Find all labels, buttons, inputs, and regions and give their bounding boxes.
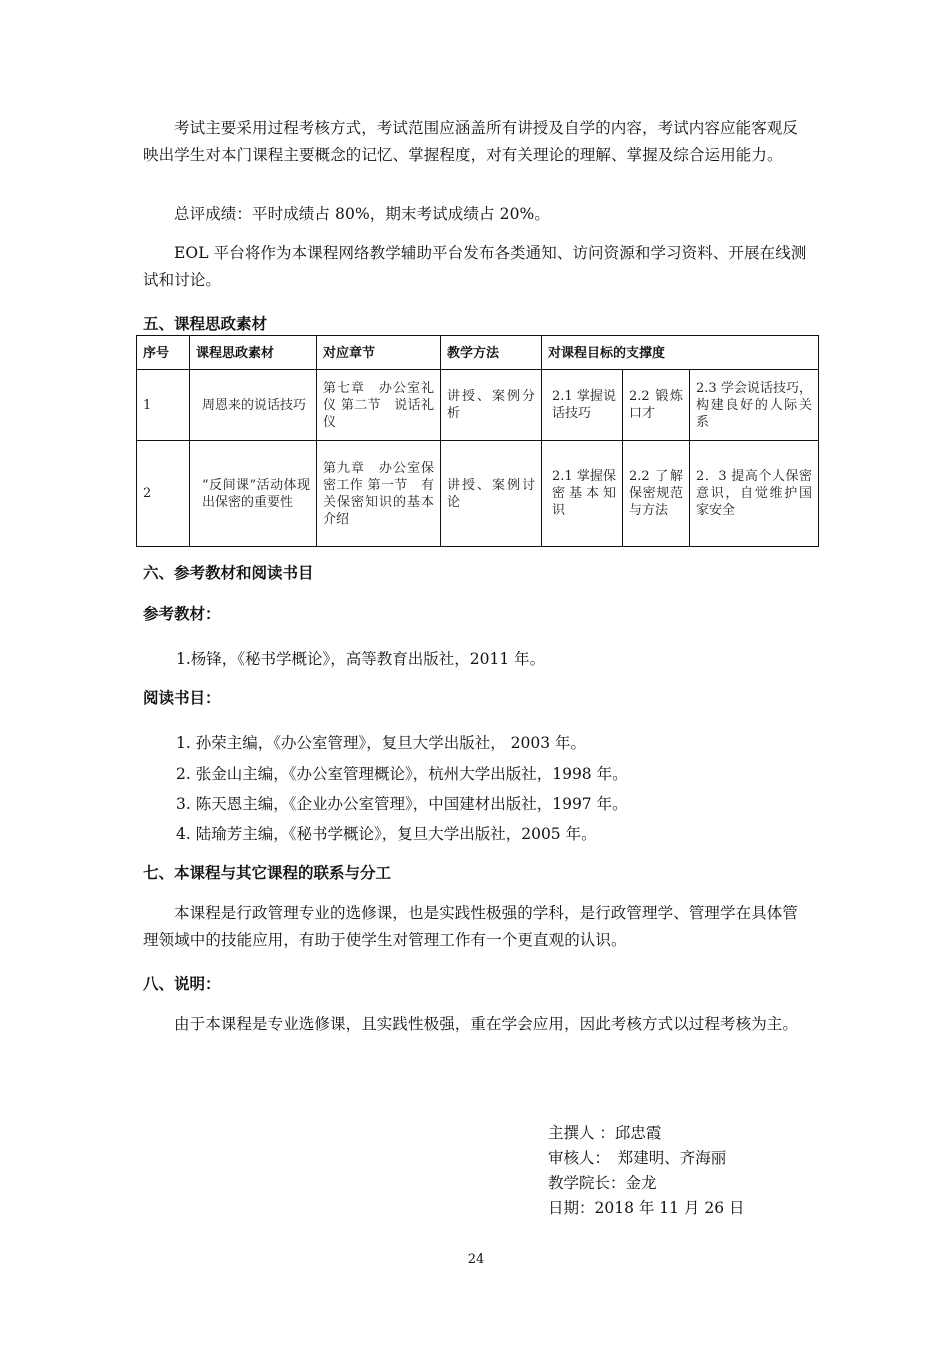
table-row — [137, 441, 819, 547]
section7-title: 七、本课程与其它课程的联系与分工 — [143, 864, 392, 882]
header-goal-support: 对课程目标的支撑度 — [542, 336, 819, 370]
grade-paragraph: 总评成绩：平时成绩占 80%，期末考试成绩占 20%。 — [174, 205, 550, 223]
signature-dean: 教学院长：金龙 — [548, 1174, 657, 1192]
signature-reviewer: 审核人： 郑建明、齐海丽 — [548, 1149, 727, 1167]
row-goal-3: 2．3 提高个人保密意识，自觉维护国家安全 — [696, 469, 813, 518]
section8-title: 八、说明： — [143, 975, 221, 993]
row-chapter: 第九章 办公室保密工作 第一节 有关保密知识的基本介绍 — [323, 460, 434, 527]
row-material: 周恩来的说话技巧 — [202, 397, 307, 413]
reading-entry-2: 2. 张金山主编，《办公室管理概论》，杭州大学出版社，1998 年。 — [176, 765, 628, 783]
row-no: 2 — [137, 441, 190, 547]
row-goal-2: 2.2 了解保密规范与方法 — [629, 469, 683, 518]
reading-entry-3: 3. 陈天恩主编，《企业办公室管理》，中国建材出版社，1997 年。 — [176, 795, 628, 813]
row-goal-1: 2.1 掌握保密基本知识 — [552, 469, 616, 518]
reading-label: 阅读书目： — [143, 689, 221, 707]
row-goal-1: 2.1 掌握说话技巧 — [552, 389, 616, 421]
row-material: “反间课”活动体现出保密的重要性 — [202, 477, 310, 510]
header-no: 序号 — [137, 336, 190, 370]
ideology-materials-table — [136, 335, 819, 547]
header-chapter: 对应章节 — [317, 336, 441, 370]
row-goal-3: 2.3 学会说话技巧，构建良好的人际关系 — [696, 380, 813, 430]
header-method: 教学方法 — [441, 336, 542, 370]
eol-paragraph: EOL 平台将作为本课程网络教学辅助平台发布各类通知、访问资源和学习资料、开展在线测试和讨论。 — [143, 244, 807, 289]
reading-entry-1: 1. 孙荣主编，《办公室管理》，复旦大学出版社， 2003 年。 — [176, 734, 587, 752]
table-header-row — [137, 336, 819, 370]
section6-title: 六、参考教材和阅读书目 — [143, 564, 314, 582]
header-material: 课程思政素材 — [190, 336, 317, 370]
signature-author: 主撰人 ：邱忠霞 — [548, 1124, 662, 1142]
row-chapter: 第七章 办公室礼仪 第二节 说话礼仪 — [323, 380, 434, 430]
row-no: 1 — [137, 370, 190, 441]
textbook-label: 参考教材： — [143, 605, 221, 623]
exam-paragraph: 考试主要采用过程考核方式，考试范围应涵盖所有讲授及自学的内容，考试内容应能客观反映出学生对本门课程主要概念的记忆、掌握程度，对有关理论的理解、掌握及综合运用能力。 — [143, 119, 799, 164]
signature-date: 日期：2018 年 11 月 26 日 — [548, 1199, 745, 1217]
section5-title: 五、课程思政素材 — [143, 315, 268, 333]
row-goal-2: 2.2 锻炼口才 — [629, 389, 683, 421]
section7-text: 本课程是行政管理专业的选修课，也是实践性极强的学科，是行政管理学、管理学在具体管理领域中的技能应用，有助于使学生对管理工作有一个更直观的认识。 — [143, 904, 799, 949]
section8-text: 由于本课程是专业选修课，且实践性极强，重在学会应用，因此考核方式以过程考核为主。 — [174, 1015, 799, 1033]
table-row — [137, 370, 819, 441]
textbook-entry: 1.杨锋，《秘书学概论》，高等教育出版社，2011 年。 — [176, 650, 546, 668]
page-number: 24 — [467, 1252, 485, 1267]
row-method: 讲授、案例分析 — [447, 389, 535, 421]
reading-entry-4: 4. 陆瑜芳主编，《秘书学概论》，复旦大学出版社，2005 年。 — [176, 825, 597, 843]
row-method: 讲授、案例讨论 — [447, 477, 535, 510]
